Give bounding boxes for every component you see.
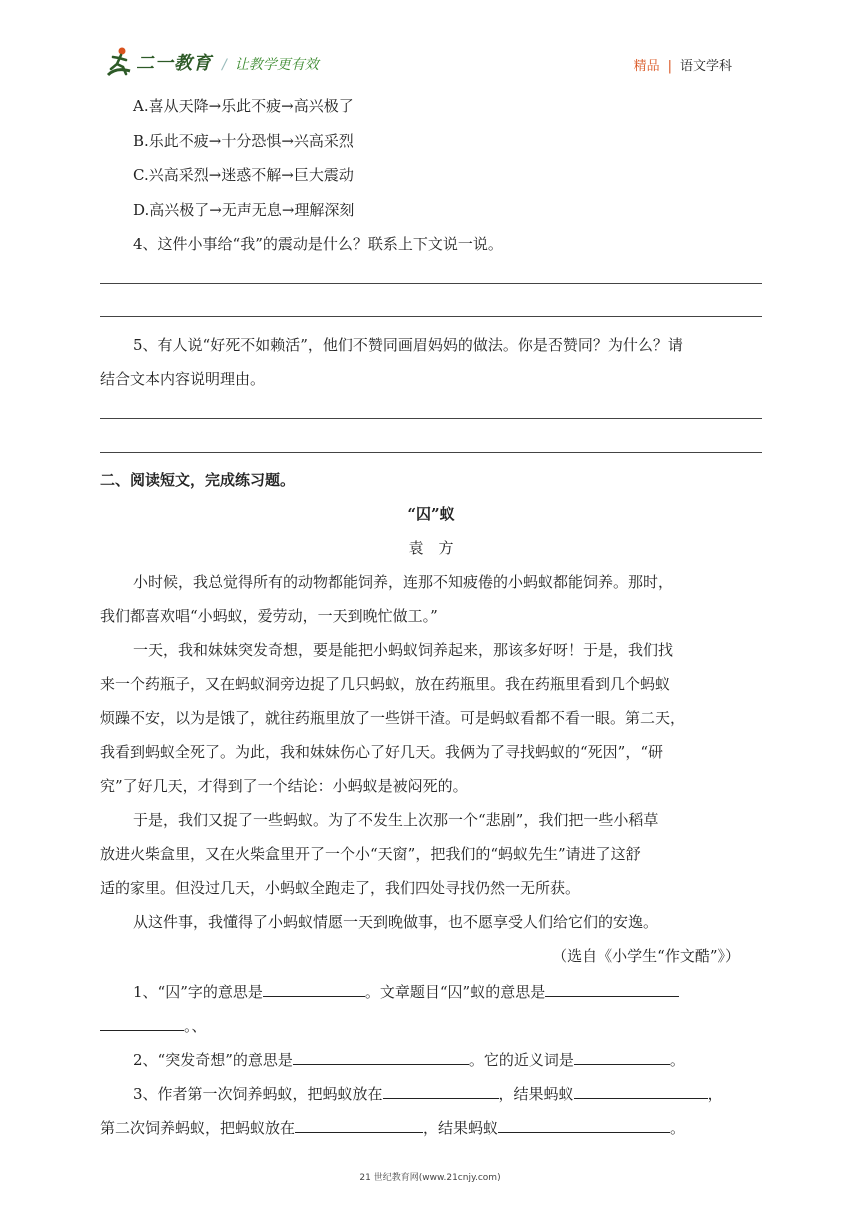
logo [104,44,212,80]
question-4: 4、这件小事给“我”的震动是什么？联系上下文说一说。 [133,235,503,253]
exercise-3 [100,1082,762,1104]
fill-blank[interactable] [574,1082,708,1099]
exercise-1-cont [100,1014,762,1036]
page-header [0,0,860,92]
fill-blank[interactable] [574,1048,670,1065]
answer-line[interactable] [100,418,762,419]
exercise-3-text-b: ，结果蚂蚁 [498,1085,574,1103]
badge-separator: | [667,59,672,74]
question-5-line1: 5、有人说“好死不如赖活”，他们不赞同画眉妈妈的做法。你是否赞同？为什么？请 [133,336,683,354]
exercise-1-text-b: 。文章题目“囚”蚁的意思是 [364,983,546,1001]
exercise-2-text-a: 2、“突发奇想”的意思是 [133,1051,293,1069]
fill-blank[interactable] [293,1048,469,1065]
badge-quality: 精品 [633,59,660,74]
exercise-3-cont [100,1116,762,1138]
slash-divider-icon: / [222,57,227,73]
badge-subject: 语文学科 [679,59,732,74]
paragraph-line: 烦躁不安，以为是饿了，就往药瓶里放了一些饼干渣。可是蚂蚁看都不看一眼。第二天， [100,709,686,727]
question-5-line2: 结合文本内容说明理由。 [100,370,266,388]
source-citation: （选自《小学生“作文酷”》） [552,947,740,965]
option-d: D.高兴极了→无声无息→理解深刻 [133,201,355,219]
option-c: C.兴高采烈→迷惑不解→巨大震动 [133,166,354,184]
exercise-3-text-a: 3、作者第一次饲养蚂蚁，把蚂蚁放在 [133,1085,383,1103]
fill-blank[interactable] [498,1116,670,1133]
fill-blank[interactable] [295,1116,423,1133]
slogan-text: 让教学更有效 [234,57,319,73]
subject-badge [634,55,732,74]
exercise-1-text-c: 。、 [184,1017,207,1035]
paragraph-line: 放进火柴盒里，又在火柴盒里开了一个小“天窗”，把我们的“蚂蚁先生”请进了这舒 [100,845,641,863]
paragraph-line: 从这件事，我懂得了小蚂蚁情愿一天到晚做事，也不愿享受人们给它们的安逸。 [133,913,659,931]
exercise-3-text-d: 第二次饲养蚂蚁，把蚂蚁放在 [100,1119,296,1137]
paragraph-line: 小时候，我总觉得所有的动物都能饲养，连那不知疲倦的小蚂蚁都能饲养。那时， [133,573,674,591]
article-title: “囚”蚁 [407,505,455,523]
exercise-1-text-a: 1、“囚”字的意思是 [133,983,263,1001]
exercise-2-text-b: 。它的近义词是 [468,1051,574,1069]
exercise-3-text-e: ，结果蚂蚁 [423,1119,499,1137]
paragraph-line: 究”了好几天，才得到了一个结论：小蚂蚁是被闷死的。 [100,777,468,795]
answer-line[interactable] [100,316,762,317]
runner-logo-icon [104,45,134,79]
paragraph-line: 一天，我和妹妹突发奇想，要是能把小蚂蚁饲养起来，那该多好呀！于是，我们找 [133,641,674,659]
option-a: A.喜从天降→乐此不疲→高兴极了 [133,97,354,115]
slogan [222,54,319,74]
exercise-3-text-c: ， [707,1085,723,1103]
page-footer: 21 世纪教育网(www.21cnjy.com) [359,1173,501,1183]
fill-blank[interactable] [545,980,679,997]
fill-blank[interactable] [383,1082,499,1099]
paragraph-line: 我看到蚂蚁全死了。为此，我和妹妹伤心了好几天。我俩为了寻找蚂蚁的“死因”，“研 [100,743,664,761]
answer-line[interactable] [100,452,762,453]
option-b: B.乐此不疲→十分恐惧→兴高采烈 [133,132,354,150]
exercise-2-text-c: 。 [669,1051,685,1069]
exercise-3-text-f: 。 [670,1119,686,1137]
paragraph-line: 来一个药瓶子，又在蚂蚁洞旁边捉了几只蚂蚁，放在药瓶里。我在药瓶里看到几个蚂蚁 [100,675,671,693]
fill-blank[interactable] [263,980,365,997]
exercise-2 [100,1048,762,1070]
answer-line[interactable] [100,283,762,284]
logo-text: 二一教育 [136,53,212,74]
paragraph-line: 适的家里。但没过几天，小蚂蚁全跑走了，我们四处寻找仍然一无所获。 [100,879,581,897]
article-author: 袁 方 [408,539,454,557]
paragraph-line: 我们都喜欢唱“小蚂蚁，爱劳动，一天到晚忙做工。” [100,607,438,625]
exercise-1 [100,980,762,1002]
fill-blank[interactable] [100,1014,184,1031]
paragraph-line: 于是，我们又捉了一些蚂蚁。为了不发生上次那一个“悲剧”，我们把一些小稻草 [133,811,659,829]
section-heading: 二、阅读短文，完成练习题。 [100,471,296,489]
